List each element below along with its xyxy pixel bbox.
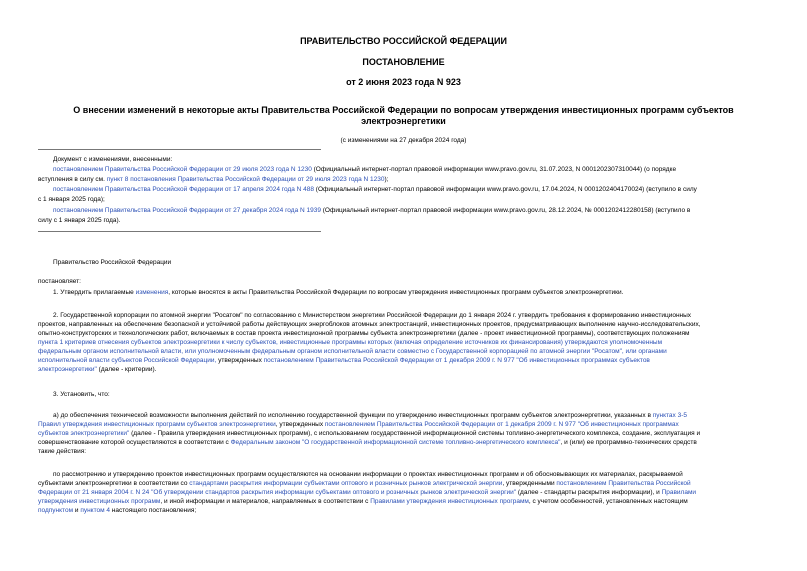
points-3-5-link[interactable]: пунктах 3-5 [652,412,687,419]
paragraph-2-line-1: 2. Государственной корпорации по атомной энергии "Росатом" по согласованию с Министерством энергетики Российской Федерации до 1 января 2024 г. утвердить требования к формированию инвестиционных [53,312,692,319]
subparagraph-b-line-4 [38,497,688,506]
subparagraph-b-line-2 [38,479,691,488]
rules-link-cont[interactable]: утверждения инвестиционных программ [38,498,161,505]
document-date-number: от 2 июня 2023 года N 923 [346,77,461,87]
top-divider [38,149,321,150]
edition-note: (с изменениями на 27 декабря 2024 года) [340,137,467,144]
amendment-1-cont-text: вступления в силу см. [38,176,107,183]
approval-rules-link-2[interactable]: Правилами утверждения инвестиционных программ [370,498,529,505]
resolution-977-link[interactable]: постановлением Правительства Российской Федерации от 1 декабря 2009 г. N 977 "Об инвестиционных программах субъектов [263,357,650,364]
resolution-24-link-cont[interactable]: Федерации от 21 января 2004 г. N 24 "Об утверждении стандартов раскрытия информации субъектами оптового и розничных рынков электрической энергии" [38,489,517,496]
approval-rules-link[interactable]: Правил утверждения инвестиционных программ субъектов электроэнергетики [38,421,276,428]
subparagraph-a-mid: , утвержденных [275,421,325,428]
criteria-link-line-2[interactable]: федеральным органом исполнительной власти, или уполномоченным федеральным органом исполнительной власти совместно с Государственной корпорацией по атомной энергии "Росатом", или органами [38,348,667,355]
federal-law-link[interactable]: Федеральным законом "О государственной информационной системе топливно-энергетического комплекса" [230,439,561,446]
body-government: Правительство Российской Федерации [53,259,172,266]
subparagraph-b-line-4-mid: , и иной информации и материалов, направляемых в соответствии с [160,498,371,505]
criteria-link-line-3[interactable]: исполнительной власти субъектов Российской Федерации, [38,357,217,364]
subparagraph-a-line-5: такие действия: [38,448,87,455]
subparagraph-a-line-2 [38,420,679,429]
resolution-977-link-end[interactable]: электроэнергетики" [38,366,97,373]
subparagraph-a-line-3 [38,429,700,438]
subparagraph-a-line-3-text: (далее - Правила утверждения инвестиционных программ), с использованием государственной информационной системы топливно-энергетического комплекса, создание, эксплуатация и [129,430,701,437]
paragraph-1-pre: 1. Утвердить прилагаемые [53,289,136,296]
subparagraph-a-line-1 [53,411,687,420]
amendment-3-text: (Официальный интернет-портал правовой информации www.pravo.gov.ru, 28.12.2024, № 0001202412280158) (вступило в [320,207,691,214]
subparagraph-b-line-3 [38,488,696,497]
amendment-1-link[interactable]: постановлением Правительства Российской Федерации от 29 июля 2023 года N 1230 [53,166,312,173]
amendment-3 [53,206,690,215]
paragraph-2-mid: утвержденных [216,357,264,364]
subparagraph-link[interactable]: подпунктом [38,507,74,514]
amendment-1-cont-end: ); [384,176,389,183]
document-title-line-2: электроэнергетики [361,116,446,126]
amendment-3-link[interactable]: постановлением Правительства Российской Федерации от 27 декабря 2024 года N 1939 [53,207,321,214]
paragraph-2-line-6 [38,356,650,365]
resolution-977-link-2-end[interactable]: субъектов электроэнергетики" [38,430,130,437]
subparagraph-b-line-5-post: настоящего постановления; [110,507,197,514]
paragraph-2-line-2: проектов, направленных на обеспечение безопасной и устойчивой работы действующих энергоблоков атомных электростанций, инвестиционных проектов, предусматривающих выполнение научно-исследовательских, [38,321,701,328]
paragraph-1 [53,288,623,297]
amendment-2-text: (Официальный интернет-портал правовой информации www.pravo.gov.ru, 17.04.2024, N 0001202404170024) (вступило в силу [314,186,697,193]
resolution-977-link-2[interactable]: постановлением Правительства Российской Федерации от 1 декабря 2009 г. N 977 "Об инвестиционных программах [324,421,679,428]
subparagraph-a-line-4-pre: совершенствование которой осуществляются в соответствии с [38,439,231,446]
subparagraph-a-line-4 [38,438,697,447]
body-resolves: постановляет: [38,278,81,285]
subparagraph-b-line-4-post: , с учетом особенностей, установленных настоящим [528,498,688,505]
subparagraph-b-line-5-mid: и [73,507,81,514]
amendments-intro: Документ с изменениями, внесенными: [53,156,173,163]
document-title-line-1: О внесении изменений в некоторые акты Правительства Российской Федерации по вопросам утверждения инвестиционных программ субъектов [73,105,734,115]
subparagraph-b-line-5 [38,506,196,515]
paragraph-2-line-3: опытно-конструкторских и технологических работ, включаемых в состав проекта инвестиционной программы субъекта электроэнергетики (далее - проект инвестиционной программы), соответствующих положениям [38,330,690,337]
amendment-1-text: (Официальный интернет-портал правовой информации www.pravo.gov.ru, 31.07.2023, N 0001202307310044) (о порядке [311,166,677,173]
paragraph-1-post: , которые вносятся в акты Правительства Российской Федерации по вопросам утверждения инвестиционных программ субъектов электроэнергетики. [168,289,624,296]
point-4-link[interactable]: пунктом 4 [80,507,110,514]
rules-link[interactable]: Правилами [661,489,697,496]
paragraph-3: 3. Установить, что: [53,391,110,398]
amendment-3-continuation: силу с 1 января 2025 года). [38,217,121,224]
amendment-2-link[interactable]: постановлением Правительства Российской Федерации от 17 апреля 2024 года N 488 [53,186,314,193]
resolution-24-link[interactable]: постановлением Правительства Российской [556,480,691,487]
paragraph-2-end: (далее - критерии). [96,366,157,373]
subparagraph-b-line-3-mid: (далее - стандарты раскрытия информации), и [516,489,662,496]
amendment-2-continuation: с 1 января 2025 года); [38,196,105,203]
disclosure-standards-link[interactable]: стандартами раскрытия информации субъектами оптового и розничных рынков электрической энергии [189,480,503,487]
amendment-2 [53,185,697,194]
amendment-1 [53,165,676,174]
subparagraph-b-line-1: по рассмотрению и утверждению проектов инвестиционных программ осуществляются на основании информации о проектах инвестиционных программ и об обосновывающих их материалах, раскрываемой [53,471,683,478]
subparagraph-b-line-2-pre: субъектами электроэнергетики в соответствии со [38,480,190,487]
document-type: ПОСТАНОВЛЕНИЕ [362,57,445,67]
government-heading: ПРАВИТЕЛЬСТВО РОССИЙСКОЙ ФЕДЕРАЦИИ [300,36,507,46]
subparagraph-a-text: а) до обеспечения технической возможности выполнения действий по исполнению государственной функции по утверждению инвестиционных программ субъектов электроэнергетики, указанных в [53,412,653,419]
amendment-1-point-link[interactable]: пункт 8 постановления Правительства Российской Федерации от 29 июля 2023 года N 1230 [106,176,385,183]
criteria-link-line-1[interactable]: пункта 1 критериев отнесения субъектов электроэнергетики к числу субъектов, инвестиционные программы которых (включая определение источников их финансирования) утверждаются уполномоченным [38,339,663,346]
amendment-1-continuation [38,175,388,184]
bottom-divider [38,231,321,232]
subparagraph-b-line-2-mid: , утвержденными [502,480,557,487]
subparagraph-a-line-4-post: , и (или) ее программно-технических средств [560,439,697,446]
changes-link[interactable]: изменения [135,289,169,296]
paragraph-2-line-7 [38,365,157,374]
